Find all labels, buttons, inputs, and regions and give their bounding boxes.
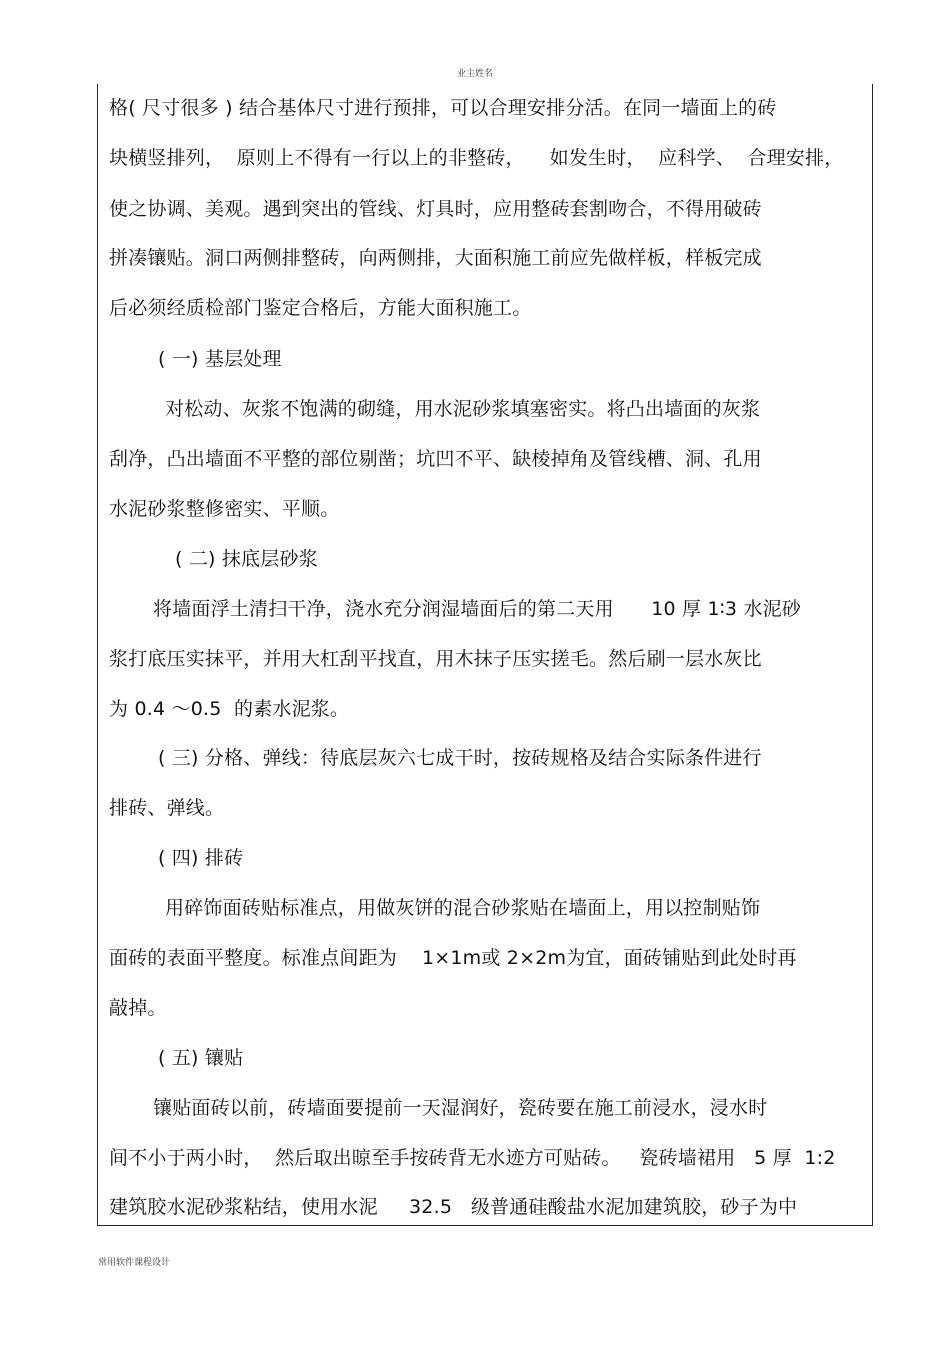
paragraph-line: 拼凑镶贴。洞口两侧排整砖，向两侧排，大面积施工前应先做样板，样板完成 — [109, 247, 762, 269]
paragraph-line: 格( 尺寸很多 ) 结合基体尺寸进行预排，可以合理安排分活。在同一墙面上的砖 — [109, 97, 777, 119]
paragraph-line: 镶贴面砖以前，砖墙面要提前一天湿润好，瓷砖要在施工前浸水，浸水时 — [153, 1097, 768, 1119]
paragraph-line: 后必须经质检部门鉴定合格后，方能大面积施工。 — [109, 297, 532, 319]
page-header-note: 业主姓名 — [456, 69, 493, 79]
paragraph-line: 间不小于两小时， 然后取出晾至手按砖背无水迹方可贴砖。 瓷砖墙裙用 5 厚 1:2 — [109, 1147, 836, 1169]
section-heading: ( 五) 镶贴 — [158, 1047, 244, 1069]
section-heading: ( 二) 抹底层砂浆 — [175, 548, 318, 570]
paragraph-line: 将墙面浮土清扫干净，浇水充分润湿墙面后的第二天用 10 厚 1∶3 水泥砂 — [153, 598, 802, 620]
section-heading: ( 四) 排砖 — [158, 847, 244, 869]
page-footer-note: 常用软件课程设计 — [98, 1258, 171, 1268]
paragraph-line: 浆打底压实抹平，并用大杠刮平找直，用木抹子压实搓毛。然后刷一层水灰比 — [109, 648, 762, 670]
section-heading: ( 三) 分格、弹线：待底层灰六七成干时，按砖规格及结合实际条件进行 — [158, 747, 762, 769]
paragraph-line: 为 0.4 ～0.5 的素水泥浆。 — [109, 698, 350, 720]
paragraph-line: 块横竖排列， 原则上不得有一行以上的非整砖， 如发生时， 应科学、 合理安排， — [109, 147, 844, 169]
paragraph-line: 面砖的表面平整度。标准点间距为 1×1m或 2×2m为宜，面砖铺贴到此处时再 — [109, 947, 797, 969]
paragraph-line: 刮净，凸出墙面不平整的部位剔凿；坑凹不平、缺棱掉角及管线槽、洞、孔用 — [109, 448, 762, 470]
paragraph-line: 建筑胶水泥砂浆粘结，使用水泥 32.5 级普通硅酸盐水泥加建筑胶，砂子为中 — [109, 1196, 798, 1218]
paragraph-line: 水泥砂浆整修密实、平顺。 — [109, 498, 340, 520]
paragraph-line: 对松动、灰浆不饱满的砌缝，用水泥砂浆填塞密实。将凸出墙面的灰浆 — [165, 398, 761, 420]
paragraph-line: 用碎饰面砖贴标准点，用做灰饼的混合砂浆贴在墙面上，用以控制贴饰 — [165, 897, 761, 919]
paragraph-line: 排砖、弹线。 — [109, 797, 225, 819]
paragraph-line: 使之协调、美观。遇到突出的管线、灯具时，应用整砖套割吻合，不得用破砖 — [109, 198, 762, 220]
section-heading: ( 一) 基层处理 — [158, 348, 282, 370]
paragraph-line: 敲掉。 — [109, 997, 167, 1019]
